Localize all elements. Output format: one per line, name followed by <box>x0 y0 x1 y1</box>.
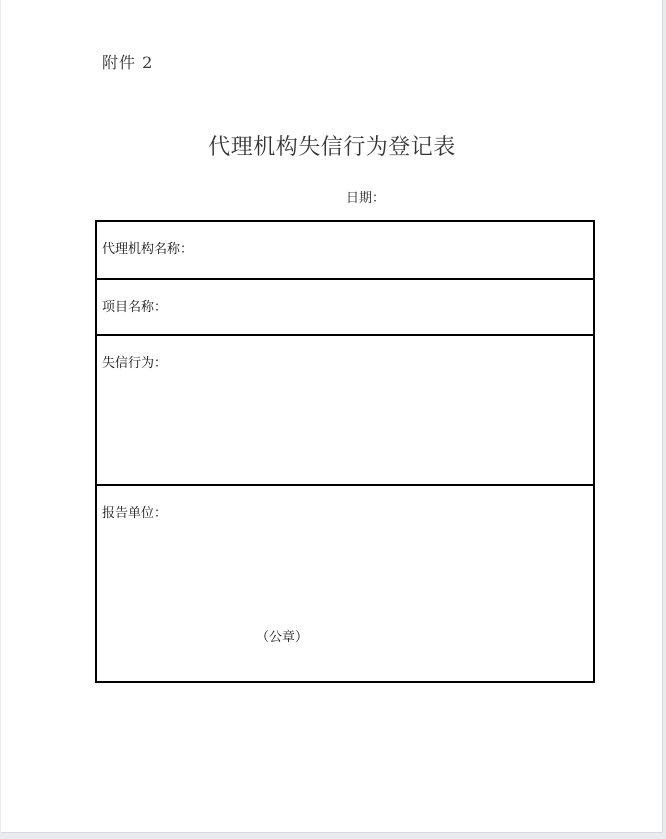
page-title: 代理机构失信行为登记表 <box>208 135 456 160</box>
project-name-label: 项目名称： <box>102 300 168 315</box>
official-seal-label: （公章） <box>256 630 309 645</box>
dishonest-behavior-label: 失信行为： <box>102 356 168 371</box>
reporting-unit-row[interactable] <box>97 486 593 681</box>
document-page <box>1 0 663 833</box>
dishonest-behavior-row[interactable] <box>97 336 593 486</box>
reporting-unit-label: 报告单位： <box>102 506 168 521</box>
project-name-row[interactable] <box>97 280 593 336</box>
agency-name-label: 代理机构名称： <box>102 242 194 257</box>
registration-form-table <box>95 220 595 683</box>
attachment-label: 附件 2 <box>102 53 154 72</box>
date-label: 日期： <box>346 191 386 206</box>
agency-name-row[interactable] <box>97 222 593 280</box>
